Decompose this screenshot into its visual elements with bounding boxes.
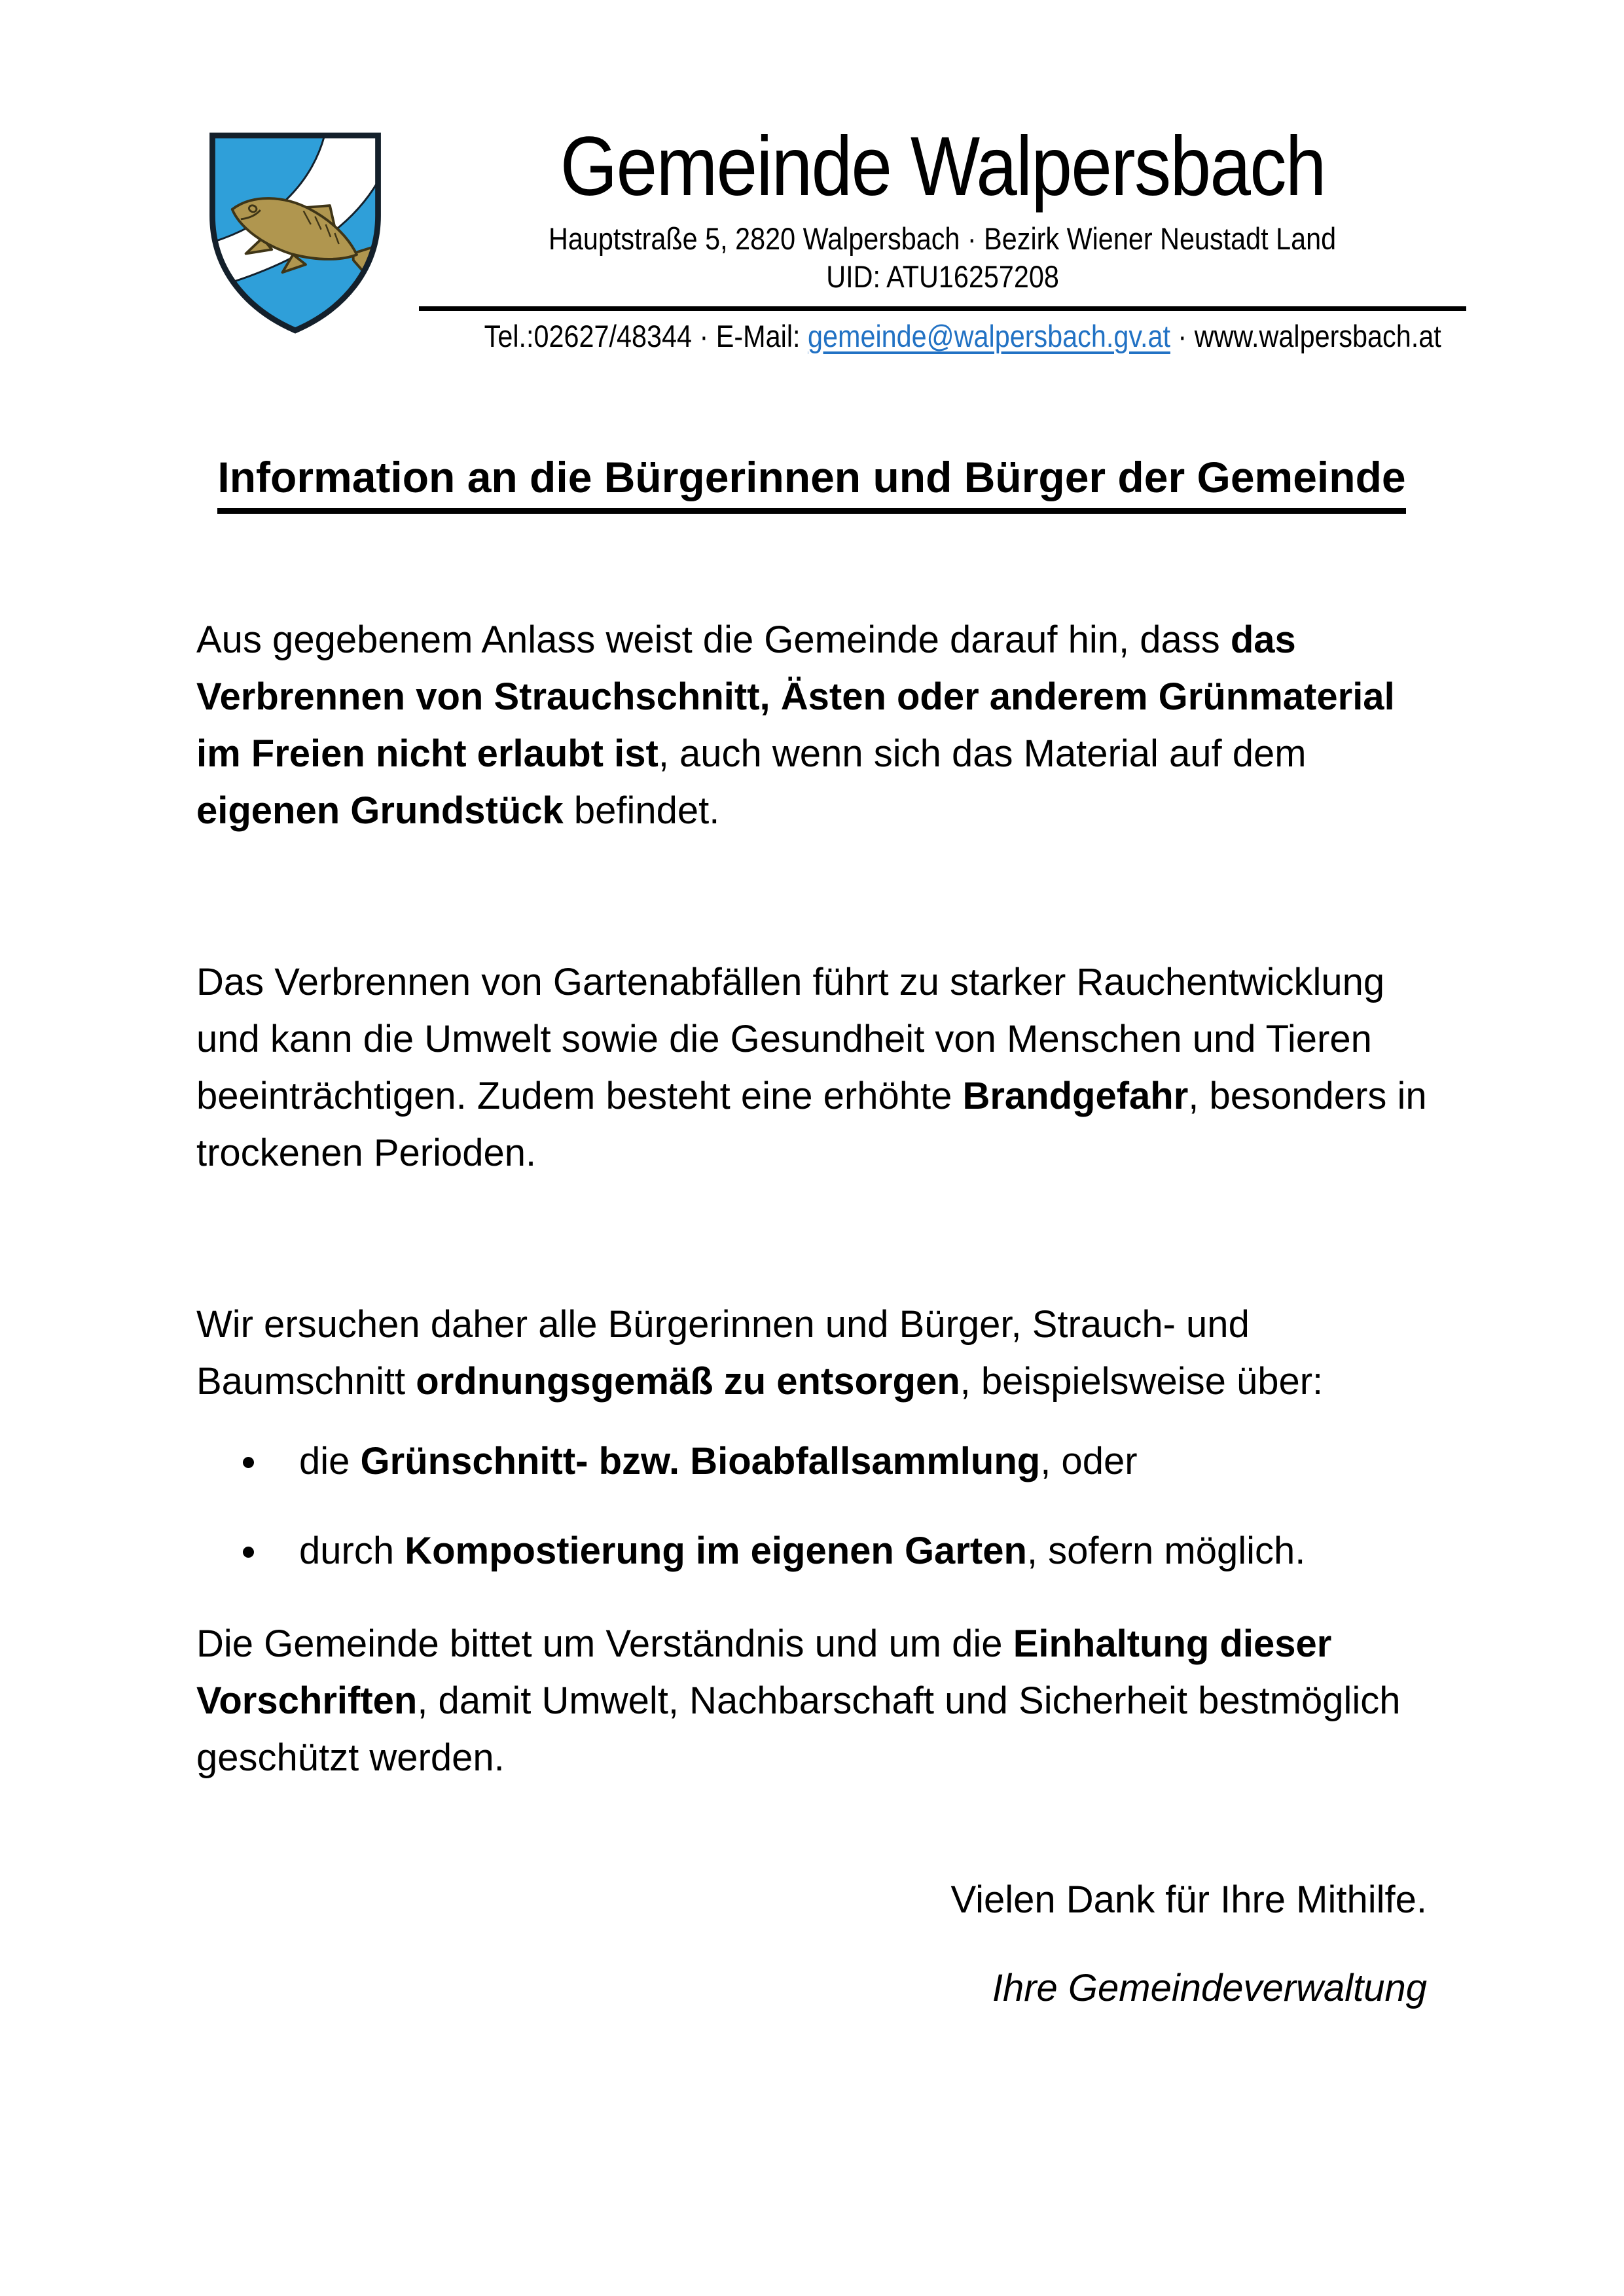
notice-heading: Information an die Bürgerinnen und Bürger der Gemeinde <box>196 452 1427 503</box>
paragraph-burning-ban: Aus gegebenem Anlass weist die Gemeinde darauf hin, dass das Verbrennen von Strauchschnitt, Ästen oder anderem Grünmaterial im Freien nicht erlaubt ist, auch wenn sich das Material auf dem eigenen Grundstück befindet. <box>196 619 1395 833</box>
address-line: Hauptstraße 5, 2820 Walpersbach · Bezirk Wiener Neustadt Land <box>549 221 1337 257</box>
letterhead <box>419 120 1466 356</box>
paragraph-disposal-request: Wir ersuchen daher alle Bürgerinnen und Bürger, Strauch- und Baumschnitt ordnungsgemäß zu entsorgen, beispielsweise über: <box>196 1303 1324 1403</box>
email-link[interactable]: gemeinde@walpersbach.gv.at <box>807 318 1170 353</box>
phone-text: Tel.:02627/48344 · E-Mail: <box>484 318 808 353</box>
letterhead-divider <box>419 306 1466 311</box>
notice-body <box>196 452 1427 2017</box>
disposal-options-list <box>196 1433 1427 1579</box>
coat-of-arms-logo <box>200 118 391 346</box>
contact-line <box>419 316 1466 356</box>
list-item <box>196 1433 1427 1490</box>
bullet-icon <box>243 1547 254 1558</box>
closing-signature: Ihre Gemeindeverwaltung <box>992 1967 1427 2010</box>
uid-line: UID: ATU16257208 <box>826 259 1059 295</box>
website-text: · www.walpersbach.at <box>1170 318 1441 353</box>
paragraph-compliance: Die Gemeinde bittet um Verständnis und um die Einhaltung dieser Vorschriften, damit Umwelt, Nachbarschaft und Sicherheit bestmöglich geschützt werden. <box>196 1623 1401 1780</box>
municipality-title: Gemeinde Walpersbach <box>560 120 1326 213</box>
list-item <box>196 1522 1427 1579</box>
bullet-icon <box>243 1457 254 1468</box>
coat-of-arms-icon <box>200 118 391 346</box>
list-item-text: durch Kompostierung im eigenen Garten, sofern möglich. <box>299 1530 1306 1573</box>
list-item-text: die Grünschnitt- bzw. Bioabfallsammlung, oder <box>299 1440 1138 1483</box>
closing-thanks: Vielen Dank für Ihre Mithilfe. <box>950 1878 1427 1922</box>
paragraph-smoke-danger: Das Verbrennen von Gartenabfällen führt zu starker Rauchentwicklung und kann die Umwelt sowie die Gesundheit von Menschen und Tieren beeinträchtigen. Zudem besteht eine erhöhte Brandgefahr, besonders in trockenen Perioden. <box>196 961 1427 1175</box>
